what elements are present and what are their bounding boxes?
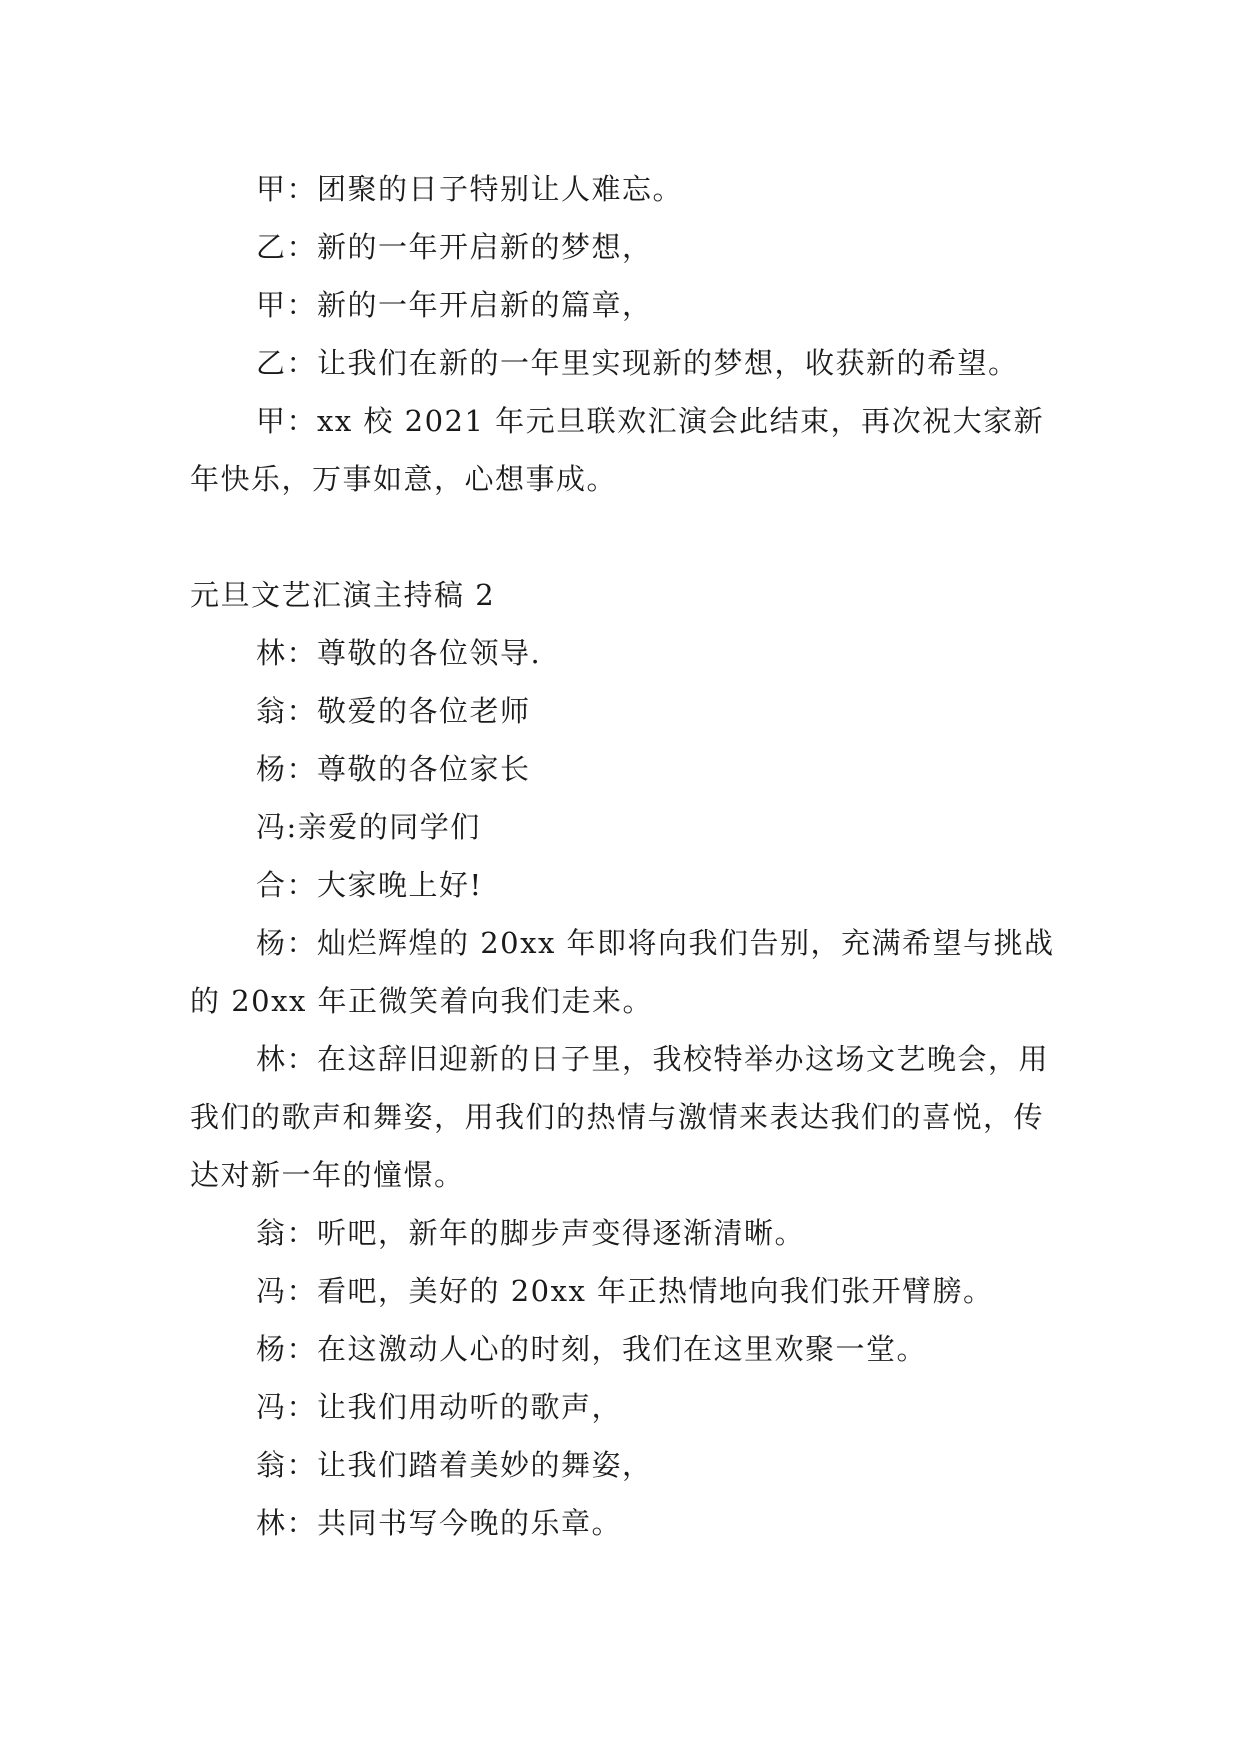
dialogue-line: 翁：敬爱的各位老师 [256,694,531,728]
dialogue-line: 甲：xx 校 2021 年元旦联欢汇演会此结束，再次祝大家新年快乐，万事如意，心想事成。 [190,404,1045,496]
dialogue-line: 林：在这辞旧迎新的日子里，我校特举办这场文艺晚会，用我们的歌声和舞姿，用我们的热情与激情来表达我们的喜悦，传达对新一年的憧憬。 [190,1042,1050,1192]
section-title: 元旦文艺汇演主持稿 2 [190,578,496,612]
dialogue-line: 乙：让我们在新的一年里实现新的梦想，收获新的希望。 [256,346,1019,380]
dialogue-line: 冯：让我们用动听的歌声， [256,1390,623,1424]
dialogue-line: 杨：灿烂辉煌的 20xx 年即将向我们告别，充满希望与挑战的 20xx 年正微笑着向我们走来。 [190,926,1055,1018]
dialogue-line: 杨：尊敬的各位家长 [256,752,531,786]
dialogue-line: 冯:亲爱的同学们 [256,810,481,844]
dialogue-line: 翁：让我们踏着美妙的舞姿， [256,1448,653,1482]
dialogue-line: 林：尊敬的各位领导. [256,636,542,670]
dialogue-line: 乙：新的一年开启新的梦想， [256,230,653,264]
dialogue-line: 杨：在这激动人心的时刻，我们在这里欢聚一堂。 [256,1332,928,1366]
dialogue-line: 合：大家晚上好! [256,868,483,902]
dialogue-line: 甲：新的一年开启新的篇章， [256,288,653,322]
dialogue-line: 冯：看吧，美好的 20xx 年正热情地向我们张开臂膀。 [256,1274,994,1308]
section-spacer [190,508,1060,566]
dialogue-line: 甲：团聚的日子特别让人难忘。 [256,172,684,206]
document-body [190,160,1060,1552]
dialogue-line: 林：共同书写今晚的乐章。 [256,1506,623,1540]
dialogue-line: 翁：听吧，新年的脚步声变得逐渐清晰。 [256,1216,806,1250]
